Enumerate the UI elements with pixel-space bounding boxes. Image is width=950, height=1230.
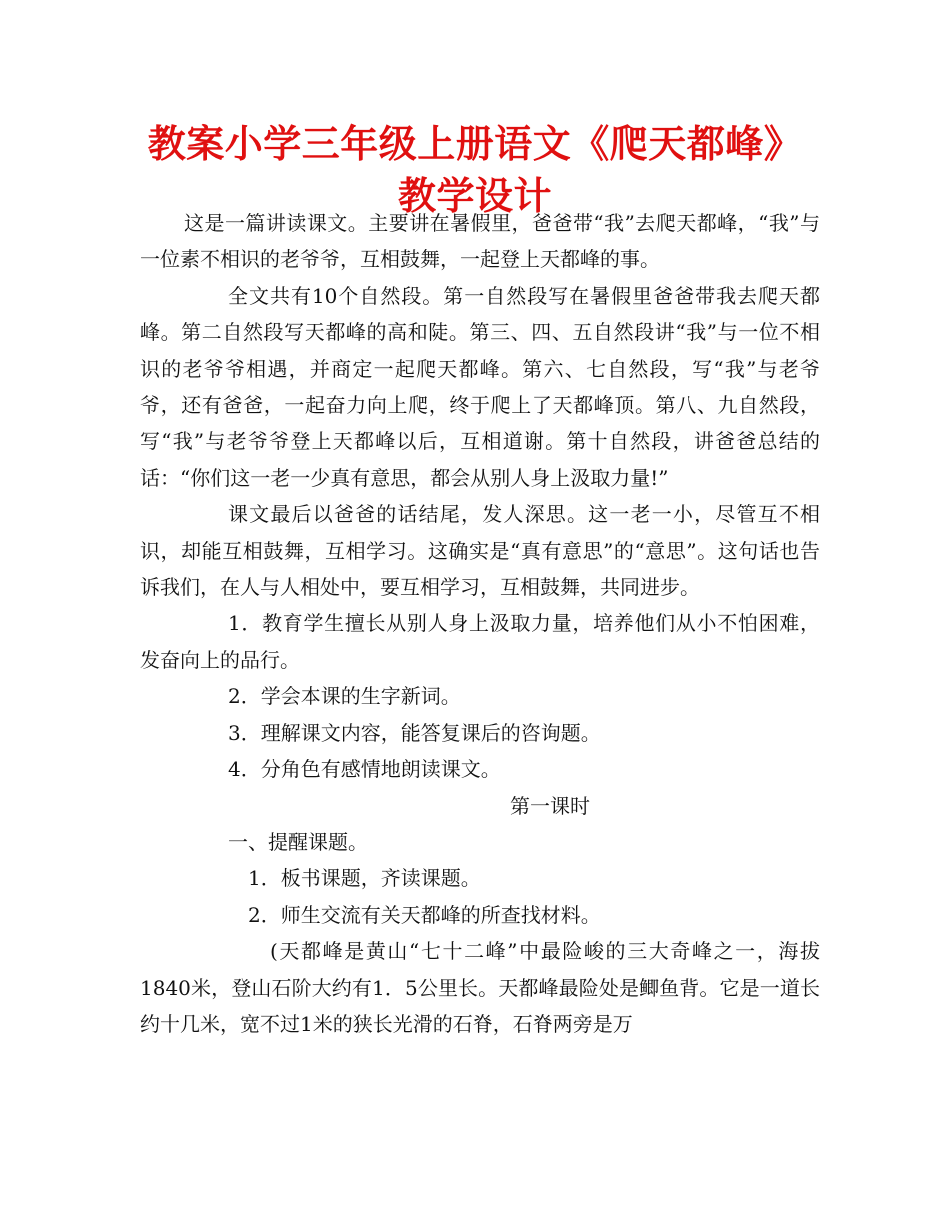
document-body <box>140 205 820 1042</box>
summary-paragraph: 课文最后以爸爸的话结尾，发人深思。这一老一小，尽管互不相识，却能互相鼓舞，互相学习。这确实是“真有意思”的“意思”。这句话也告诉我们，在人与人相处中，要互相学习，互相鼓舞，共同进步。 <box>140 502 820 600</box>
intro-paragraph: 这是一篇讲读课文。主要讲在暑假里，爸爸带“我”去爬天都峰，“我”与一位素不相识的老爷爷，互相鼓舞，一起登上天都峰的事。 <box>140 211 820 272</box>
objective-item: 4．分角色有感情地朗读课文。 <box>228 757 501 782</box>
section-heading: 一、提醒课题。 <box>228 829 368 854</box>
objective-item: 2．学会本课的生字新词。 <box>228 684 461 709</box>
objective-item: 1．教育学生擅长从别人身上汲取力量，培养他们从小不怕困难，发奋向上的品行。 <box>140 611 820 672</box>
step-item: 2．师生交流有关天都峰的所查找材料。 <box>248 902 601 927</box>
note-paragraph: (天都峰是黄山“七十二峰”中最险峻的三大奇峰之一，海拔1840米，登山石阶大约有1．5公里长。天都峰最险处是鲫鱼背。它是一道长约十几米，宽不过1米的狭长光滑的石脊，石脊两旁是万 <box>140 939 820 1036</box>
document-title: 教案小学三年级上册语文《爬天都峰》教学设计 <box>147 122 803 218</box>
objective-item: 3．理解课文内容，能答复课后的咨询题。 <box>228 720 601 745</box>
lesson-heading: 第一课时 <box>510 793 590 818</box>
structure-paragraph: 全文共有10个自然段。第一自然段写在暑假里爸爸带我去爬天都峰。第二自然段写天都峰的高和陡。第三、四、五自然段讲“我”与一位不相识的老爷爷相遇，并商定一起爬天都峰。第六、七自然段，写“我”与老爷爷，还有爸爸，一起奋力向上爬，终于爬上了天都峰顶。第八、九自然段，写“我”与老爷爷登上天都峰以后，互相道谢。第十自然段，讲爸爸总结的话：“你们这一老一少真有意思，都会从别人身上汲取力量!” <box>140 283 820 490</box>
step-item: 1．板书课题，齐读课题。 <box>248 866 481 891</box>
